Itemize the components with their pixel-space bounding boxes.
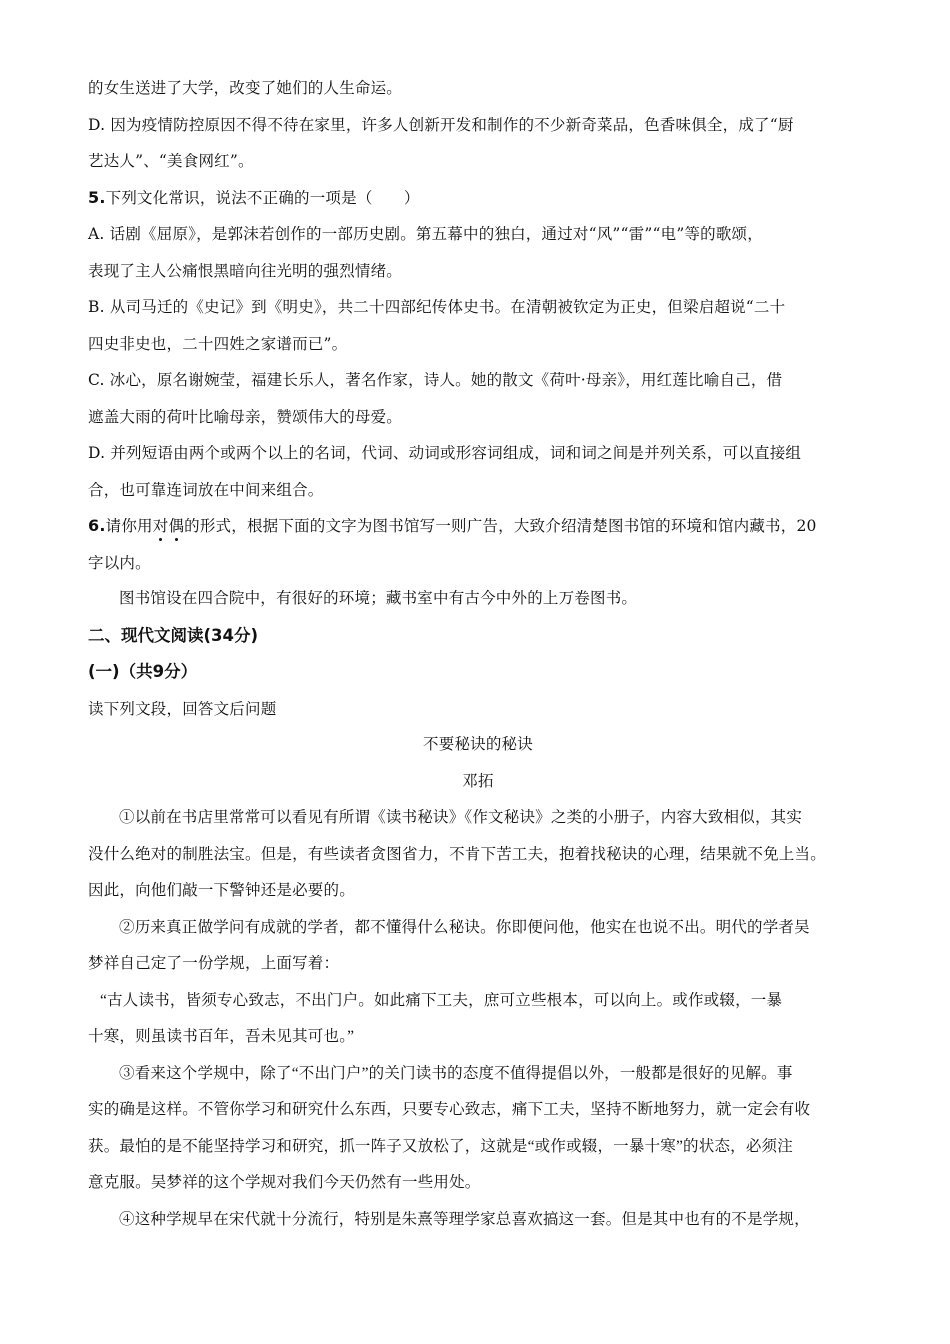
text-line: 艺达人”、“美食网红”。 <box>88 152 254 170</box>
paragraph-3-line: 获。最怕的是不能坚持学习和研究，抓一阵子又放松了，这就是“或作或辍，一暴十寒”的状态，必须注 <box>88 1137 793 1155</box>
paragraph-1-line: ①以前在书店里常常可以看见有所谓《读书秘诀》《作文秘诀》之类的小册子，内容大致相似，其实 <box>119 809 803 826</box>
q5-option-a-cont: 表现了主人公痛恨黑暗向往光明的强烈情绪。 <box>88 261 403 280</box>
q5-option-d: D. 并列短语由两个或两个以上的名词，代词、动词或形容词组成，词和词之间是并列关系，可以直接组 <box>88 444 802 462</box>
instruction: 读下列文段，回答文后问题 <box>88 699 277 718</box>
subsection-heading: (一)（共9分） <box>88 662 198 681</box>
paragraph-2-line: ②历来真正做学问有成就的学者，都不懂得什么秘诀。你即便问他，他实在也说不出。明代的学者吴 <box>119 918 810 936</box>
paragraph-4-line: ④这种学规早在宋代就十分流行，特别是朱熹等理学家总喜欢搞这一套。但是其中也有的不是学规， <box>119 1210 810 1228</box>
paragraph-3-line: 实的确是这样。不管你学习和研究什么东西，只要专心致志，痛下工夫，坚持不断地努力，就一定会有收 <box>88 1101 811 1118</box>
q5-option-a: A. 话剧《屈原》，是郭沫若创作的一部历史剧。第五幕中的独白，通过对“风”“雷”“电”等的歌颂， <box>88 225 763 243</box>
question-number: 5. <box>88 187 106 207</box>
article-author: 邓拓 <box>462 772 494 790</box>
question-6-stem <box>88 508 868 545</box>
quote-line: 十寒，则虽读书百年，吾未见其可也。” <box>88 1028 355 1045</box>
document-page <box>88 70 868 1238</box>
paragraph-2-line: 梦祥自己定了一份学规，上面写着： <box>88 955 340 972</box>
q5-option-b-cont: 四史非史也，二十四姓之家谱而已”。 <box>88 334 348 353</box>
article-title: 不要秘诀的秘诀 <box>423 736 533 753</box>
paragraph-1-line: 没什么绝对的制胜法宝。但是，有些读者贪图省力，不肯下苦工夫，抱着找秘诀的心理，结果就不免上当。 <box>88 845 826 863</box>
question-text: 请你用 <box>105 517 153 535</box>
question-number: 6. <box>88 516 106 535</box>
quote-line: “古人读书，皆须专心致志，不出门户。如此痛下工夫，庶可立些根本，可以向上。或作或辍，一暴 <box>100 991 783 1009</box>
question-5-stem <box>88 180 868 217</box>
q5-option-d-cont: 合，也可靠连词放在中间来组合。 <box>88 480 324 499</box>
emphasis-char: 对 <box>153 508 169 545</box>
q5-option-c: C. 冰心，原名谢婉莹，福建长乐人，著名作家，诗人。她的散文《荷叶·母亲》，用红莲比喻自己，借 <box>88 371 783 389</box>
question-text: 的形式，根据下面的文字为图书馆写一则广告，大致介绍清楚图书馆的环境和馆内藏书，20 <box>184 517 817 535</box>
question-text: 下列文化常识，说法不正确的一项是（ ） <box>105 188 420 207</box>
question-6-cont: 字以内。 <box>88 553 151 572</box>
q6-material: 图书馆设在四合院中，有很好的环境；藏书室中有古今中外的上万卷图书。 <box>119 590 638 607</box>
paragraph-1-line: 因此，向他们敲一下警钟还是必要的。 <box>88 882 355 899</box>
q5-option-b: B. 从司马迁的《史记》到《明史》，共二十四部纪传体史书。在清朝被钦定为正史，但梁启超说“二十 <box>88 298 786 316</box>
emphasis-char: 偶 <box>168 508 184 545</box>
option-d-line: D. 因为疫情防控原因不得不待在家里，许多人创新开发和制作的不少新奇菜品，色香味俱全，成了“厨 <box>88 115 794 134</box>
q5-option-c-cont: 遮盖大雨的荷叶比喻母亲，赞颂伟大的母爱。 <box>88 407 403 426</box>
section-heading: 二、现代文阅读(34分) <box>88 625 259 645</box>
paragraph-3-line: ③看来这个学规中，除了“不出门户”的关门读书的态度不值得提倡以外，一般都是很好的见解。事 <box>119 1064 793 1082</box>
text-line: 的女生送进了大学，改变了她们的人生命运。 <box>88 79 403 97</box>
paragraph-3-line: 意克服。吴梦祥的这个学规对我们今天仍然有一些用处。 <box>88 1174 481 1191</box>
